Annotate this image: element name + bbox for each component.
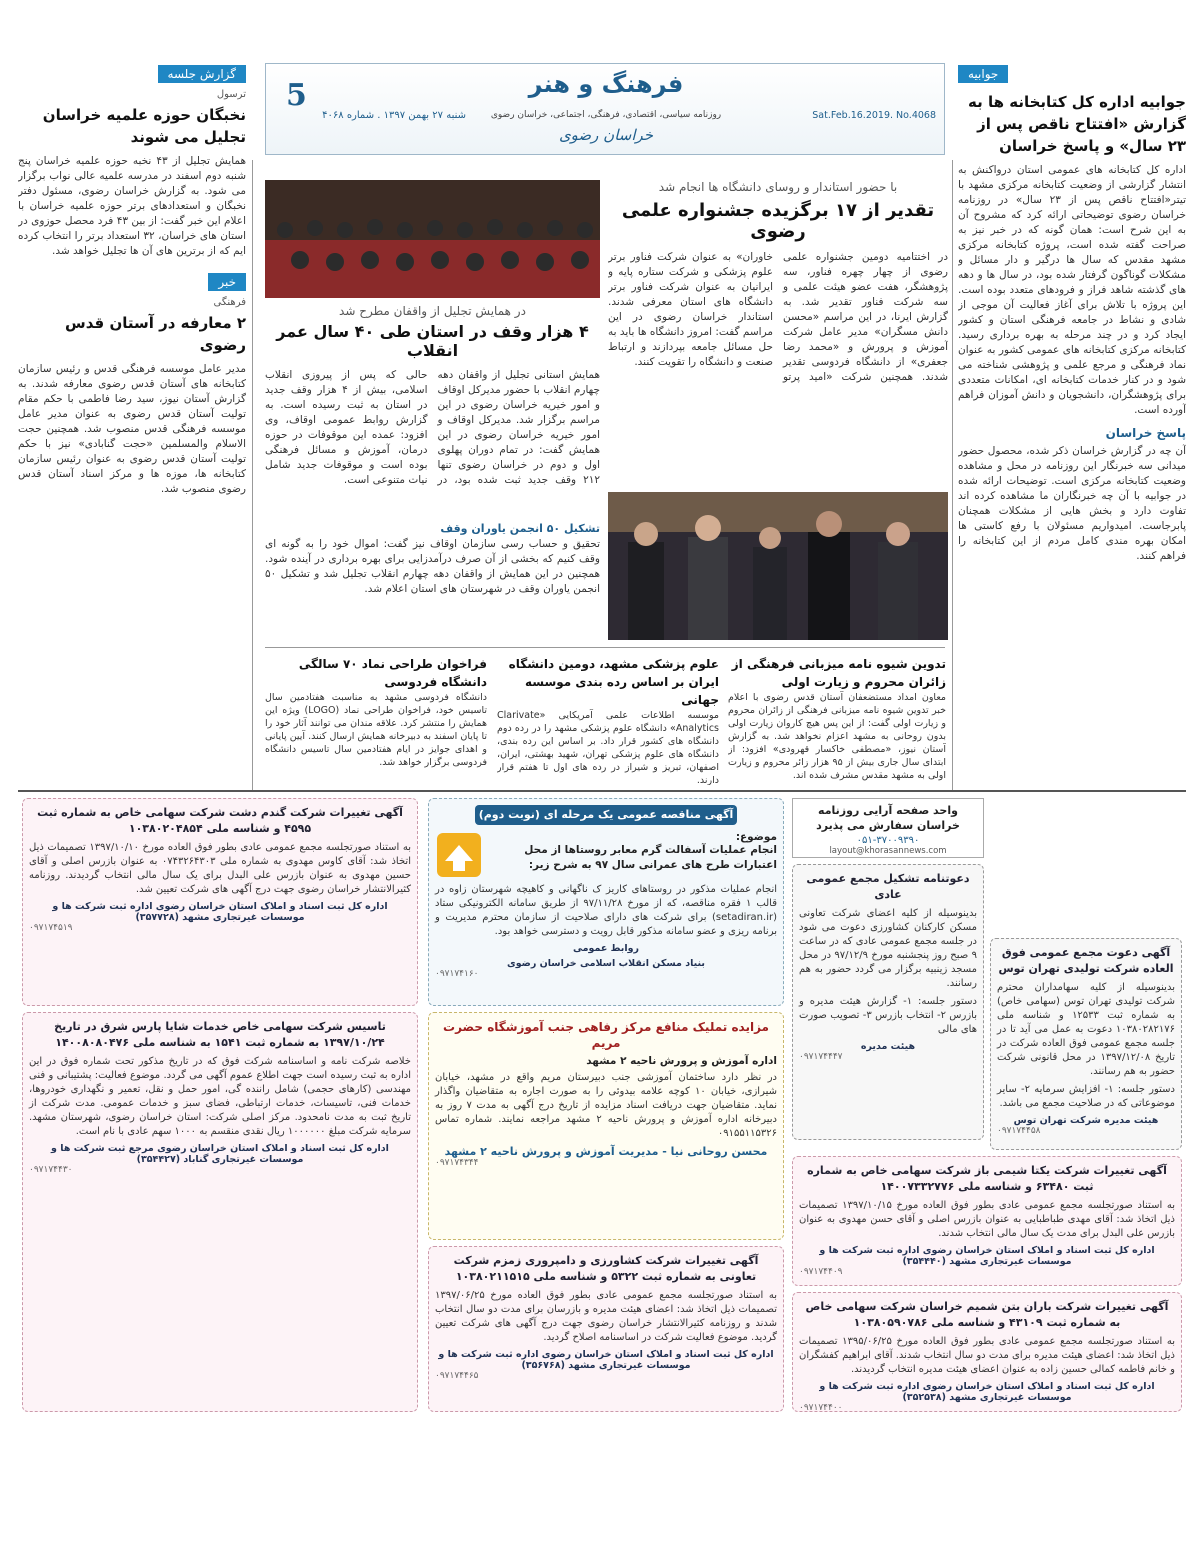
news-kicker: فرهنگی [213, 297, 246, 308]
ad-title: آگهی تغییرات شرکت یکتا شیمی باز شرکت سهامی خاص به شماره ثبت ۶۳۴۸۰ و شناسه ملی ۱۴۰۰۷۳۳۲۷۷۶ [807, 1164, 1167, 1193]
session-kicker: ترسول [216, 89, 246, 100]
meeting-agenda: دستور جلسه: ۱- گزارش هیئت مدیره و بازرس ۲- انتخاب بازرس ۳- تصویب صورت های مالی [799, 996, 977, 1035]
contact-title: واحد صفحه آرایی روزنامه خراسان سفارش می پذیرد [816, 804, 960, 832]
meeting-signer: هیئت مدیره شرکت تهران توس [1013, 1115, 1159, 1126]
festival-kicker: با حضور استاندار و روسای دانشگاه ها انجام شد [658, 180, 898, 194]
ad-title: تاسیس شرکت سهامی خاص خدمات شایا پارس شرق در تاریخ ۱۳۹۷/۱۰/۲۴ به شماره ثبت ۱۵۴۱ به شناسه ملی ۱۴۰۰۸۰۸۰۴۷۶ [54, 1020, 386, 1049]
festival-body: در اختتامیه دومین جشنواره علمی رضوی از چهار چهره فناور، سه پژوهشگر، هفت عضو هیئت علمی و سه شرکت فناور تقدیر شد. به گزارش ایرنا، در این مراسم «محسن دانش مسگران» مدیر عامل شرکت آموزش و پرورش و «محمد رضا جعفری» از دانشگاه فردوسی تقدیر شدند. همچنین شرکت «امید پرتو خاوران» به عنوان شرکت فناور برتر علوم پزشکی و شرکت ستاره پایه و ایرانیان به عنوان شرکت فناور برتر دانشگاه های استان معرفی شدند. استاندار خراسان رضوی در این مراسم گفت: امروز دانشگاه ها باید به حل مسائل جامعه بپردازند و ارتباط صنعت و دانشگاه را تقویت کنند. [608, 251, 948, 383]
festival-headline: تقدیر از ۱۷ برگزیده جشنواره علمی رضوی [621, 200, 935, 242]
waqf-body: همایش استانی تجلیل از واقفان دهه چهارم انقلاب با حضور مدیرکل اوقاف و امور خیریه خراسان رضوی در این مراسم برگزار شد. مدیرکل اوقاف و امور خیریه خراسان رضوی در این همایش گفت: در تمام دوران پهلوی اول و دوم در خراسان رضوی تنها ۲۱۲ وقف جدید ثبت شده بود، در حالی که پس از پیروزی انقلاب اسلامی، بیش از ۴ هزار وقف جدید در استان به ثبت رسیده است. به گزارش روابط عمومی اوقاف، وی افزود: عمده این موقوفات در حوزه درمان، آموزش و مسائل فرهنگی بوده است و موقوفات جدید شامل نیات متنوعی است. [265, 369, 600, 486]
ad-body: خلاصه شرکت نامه و اساسنامه شرکت فوق که در تاریخ مذکور تحت شماره فوق در این اداره به ثبت رسیده است جهت اطلاع عموم آگهی می گردد. موضوع فعالیت: پشتیبانی و فنی مهندسی (کارهای حجمی) شامل راننده گی، امور حمل و نقل، تعمیر و نگهداری خودروها، خدمات فنی، تاسیسات، خدمات ارتباطی، فضای سبز و خدمات عمومی. مدت شرکت از تاریخ ثبت به مدت نامحدود. مرکز اصلی شرکت: استان خراسان رضوی، شهرستان مشهد. سرمایه شرکت مبلغ ۱۰۰۰۰۰۰ ریال نقدی منقسم به ۱۰۰۰ سهم عادی با نام است. [29, 1056, 411, 1137]
ad-baran-beton [792, 1292, 1182, 1412]
ad-gandom-dasht [22, 798, 418, 1006]
ad-body: به استناد صورتجلسه مجمع عمومی عادی بطور فوق العاده مورخ ۱۳۹۷/۰۶/۲۵ تصمیمات ذیل اتخاذ شد: اعضای هیئت مدیره و بازرسان برای مدت دو سال انتخاب شدند و روزنامه کثیرالانتشار خراسان رضوی جهت درج آگهی های شرکت تعیین گردید. موضوع فعالیت شرکت در اساسنامه اصلاح گردید. [435, 1290, 777, 1343]
ad-zamzam [428, 1246, 784, 1412]
column-divider [252, 160, 253, 790]
ad-tehran-tous [990, 938, 1182, 1150]
astan-body: مدیر عامل موسسه فرهنگی قدس و رئیس سازمان کتابخانه های آستان قدس رضوی معارفه شدند. به گزارش آستان نیوز، سید رضا فاطمی با حکم مقام تولیت آستان قدس رضوی به عنوان مدیر عامل موسسه فرهنگی قدس منصوب شد. همچنین حجت الاسلام والمسلمین «حجت گنابادی» نیز با حکم تولیت آستان قدس رضوی به عنوان رئیس سازمان کتابخانه ها، موزه ها و مرکز اسناد آستان قدس رضوی منصوب شد. [18, 363, 246, 495]
section-title: فرهنگ و هنر [528, 70, 684, 98]
ad-shaya-pars [22, 1012, 418, 1412]
ad-body: بدینوسیله از کلیه اعضای شرکت تعاونی مسکن کارکنان کشاورزی دعوت می شود در جلسه مجمع عمومی عادی که در ساعت ۹ صبح روز پنجشنبه مورخ ۹۷/۱۲/۹ در محل مسجد زینبیه برگزار می گردد حضور به هم رسانند. [799, 908, 977, 989]
ad-code: ۰۹۷۱۷۴۴۵۸ [997, 1126, 1041, 1136]
news-item-body: معاون امداد مستضعفان آستان قدس رضوی با اعلام خبر تدوین شیوه نامه میزبانی فرهنگی از زائران محروم و زیارت اولی گفت: از این پس هیچ کاروان زیارت اولی بدون روحانی به مشهد اعزام نخواهد شد. به گزارش آستان نیوز، «مصطفی خاکسار قهرودی» افزود: از ابتدای سال جاری بیش از ۹۵ هزار زائر محروم و زیارت اولی به مشهد مقدس مشرف شده اند. [728, 692, 946, 781]
housing-foundation-logo-icon [435, 831, 483, 879]
news-item-university [497, 655, 719, 785]
ad-body: به استناد صورتجلسه مجمع عمومی عادی بطور فوق العاده مورخ ۱۳۹۷/۱۰/۱۵ تصمیمات ذیل اتخاذ شد: آقای مهدی طباطبایی به عنوان بازرس اصلی و آقای حسن مهدوی به عنوان بازرس علی البدل برای مدت یک سال مالی انتخاب شدند. [799, 1200, 1175, 1239]
right-column [958, 63, 1186, 773]
khorasan-reply-title: پاسخ خراسان [1105, 426, 1186, 440]
ad-body: به استناد صورتجلسه مجمع عمومی عادی بطور فوق العاده مورخ ۱۳۹۵/۰۶/۲۵ تصمیمات ذیل اتخاذ شد: اعضای هیئت مدیره برای مدت دو سال انتخاب شدند. آقای ابراهیم کفشگران و خانم فاطمه کمالی حسین زاده به عنوان اعضای هیئت مدیره انتخاب گردیدند. [799, 1336, 1175, 1375]
header-date-fa: شنبه ۲۷ بهمن ۱۳۹۷ . شماره ۴۰۶۸ [322, 110, 466, 121]
news-item-hosting [728, 655, 946, 785]
ad-auction [428, 1012, 784, 1240]
waqf-story [265, 180, 600, 640]
header-tagline: روزنامه سیاسی، اقتصادی، فرهنگی، اجتماعی، خراسان رضوی [490, 110, 722, 120]
waqf-kicker: در همایش تجلیل از واقفان مطرح شد [339, 304, 526, 318]
ad-code: ۰۹۷۱۷۴۴۴۷ [799, 1052, 843, 1062]
ad-footer: اداره کل ثبت اسناد و املاک استان خراسان رضوی مرجع ثبت شرکت ها و موسسات غیرتجاری گناباد (۳۵۴۴۲۷) [51, 1143, 389, 1165]
astan-headline: ۲ معارفه در آستان قدس رضوی [65, 314, 246, 354]
news-item-title: فراخوان طراحی نماد ۷۰ سالگی دانشگاه فردوسی [298, 657, 487, 689]
ad-title: آگهی تغییرات شرکت گندم دشت شرکت سهامی خاص به شماره ثبت ۴۵۹۵ و شناسه ملی ۱۰۳۸۰۲۰۴۸۵۴ [37, 806, 403, 835]
waqf-subhead: تشکیل ۵۰ انجمن یاوران وقف [440, 522, 600, 535]
waqf-headline: ۴ هزار وقف در استان طی ۴۰ سال عمر انقلاب [276, 322, 589, 360]
page-number: 5 [286, 78, 307, 113]
waqf-sub-body: تحقیق و حساب رسی سازمان اوقاف نیز گفت: اموال خود را به گونه ای وقف کنیم که بخشی از آن صرف درآمدزایی برای بهره برداری در آینده شود. همچنین در این همایش از واقفان دهه چهارم انقلاب تجلیل شد و تشکیل ۵۰ انجمن یاوران وقف در شهرستان های استان اعلام شد. [265, 538, 600, 595]
ad-body: در نظر دارد ساختمان آموزشی جنب دبیرستان مریم واقع در مشهد، خیابان شیرازی، خیابان ۱۰ کوچه علامه بیدوئی را به صورت اجاره به متقاضیان واگذار نماید. متقاضیان جهت دریافت اسناد مزایده از تاریخ درج آگهی به مدت ۷ روز به دبیرخانه اداره آموزش و پرورش ناحیه ۲ مشهد مراجعه نمایند. شماره تماس ۰۹۱۵۵۱۱۵۳۲۶ [435, 1072, 778, 1139]
ad-code: ۰۹۷۱۷۴۳۴۴ [435, 1158, 479, 1168]
tender-subject-label: موضوع: [735, 831, 777, 843]
auction-lead: اداره آموزش و پرورش ناحیه ۲ مشهد [586, 1055, 777, 1067]
meeting-agenda: دستور جلسه: ۱- افزایش سرمایه ۲- سایر موضوعاتی که در صلاحیت مجمع می باشد. [997, 1084, 1175, 1109]
festival-story [608, 180, 948, 640]
ad-title: دعوتنامه تشکیل مجمع عمومی عادی [806, 872, 970, 901]
ad-title: آگهی مناقصه عمومی یک مرحله ای (نوبت دوم) [475, 805, 737, 825]
ad-yekta-shimi [792, 1156, 1182, 1286]
ads-top-rule [18, 790, 1186, 792]
ad-code: ۰۹۷۱۷۴۱۶۰ [435, 969, 479, 979]
ad-code: ۰۹۷۱۷۴۵۱۹ [29, 923, 73, 933]
ad-body: بدینوسیله از کلیه سهامداران محترم شرکت تولیدی تهران توس (سهامی خاص) به شماره ثبت ۱۲۵۳۳ و شناسه ملی ۱۰۳۸۰۲۸۲۱۷۶ دعوت به عمل می آید تا در جلسه مجمع عمومی فوق العاده شرکت در تاریخ ۱۳۹۷/۱۲/۰۸ در محل قانونی شرکت حضور به هم رسانند. [997, 982, 1175, 1077]
reply-body: اداره کل کتابخانه های عمومی استان درواکنش به انتشار گزارشی از وضعیت کتابخانه مرکزی مشهد با تیتر«افتتاح ناقص پس از ۲۳ سال» در روزنامه خراسان رضوی توضیحاتی ارائه کرد که مشروح آن به این شرح است: همان گونه که در خبر نیز به صراحت گفته شده است، پروژه کتابخانه مرکزی مشهد مقدس که سال ها درگیر و دار مسائل و مشکلات گوناگون گرفتار شده بود، در سال ها و دهه های گذشته شاهد فراز و فرودهای متعدد بوده است. این پروژه با تلاش برای آغاز فعالیت آن موجی از شادی و نشاط در جامعه فرهنگی استان و کشور ایجاد کرد و در چند مرحله به بهره برداری رسید. کتابخانه مرکزی کتابخانه های عمومی کشور به عنوان نماد فرهنگی و مرجع علمی و پژوهشی شناخته می شود و در کنار خدمات کتابخانه ای، امکانات متعددی برای پژوهشگران، دانشجویان و دانش آموزان فراهم آورده است. [958, 164, 1186, 416]
ad-code: ۰۹۷۱۷۴۴۰۹ [799, 1267, 843, 1277]
ad-tender [428, 798, 784, 1006]
page-header [265, 63, 945, 155]
ad-code: ۰۹۷۱۷۴۴۶۵ [435, 1371, 479, 1381]
ad-title: آگهی تغییرات شرکت کشاورزی و دامپروری زمزم شرکت تعاونی به شماره ثبت ۵۳۲۲ و شناسه ملی ۱۰۳۸۰۲۱۱۵۱۵ [453, 1254, 759, 1283]
ad-body: به استناد صورتجلسه مجمع عمومی عادی بطور فوق العاده مورخ ۱۳۹۷/۱۰/۱۰ تصمیمات ذیل اتخاذ شد: آقای کاوس مهدوی به شماره ملی ۰۷۴۳۲۶۴۳۰۳ به عنوان بازرس اصلی و آقای حسین مهدوی به عنوان بازرس علی البدل برای یک سال مالی انتخاب گردیدند. روزنامه کثیرالانتشار خراسان رضوی جهت درج آگهی های شرکت تعیین شد. [29, 842, 411, 895]
news-item-logo-call [265, 655, 487, 785]
ad-title: مزایده تملیک منافع مرکز رفاهی جنب آموزشگاه حضرت مریم [443, 1020, 769, 1050]
ad-footer: اداره کل ثبت اسناد و املاک استان خراسان رضوی اداره ثبت شرکت ها و موسسات غیرتجاری مشهد (۳۵۶۷۶۸) [438, 1349, 774, 1371]
meeting-signer: هیئت مدیره [860, 1041, 916, 1052]
conference-photo [265, 180, 600, 298]
ad-body: انجام عملیات مذکور در روستاهای کاریز ک ناگهانی و کاهیچه شهرستان زاوه در قالب ۱ فقره مناقصه، که از مورخ ۹۷/۱۱/۲۸ از طریق سامانه الکترونیکی ستاد (setadiran.ir) برای شرکت های دارای صلاحیت از سازمان محترم مدیریت و برنامه ریزی و عضو سامانه مذکور قابل رویت و دسترسی خواهد بود. [435, 884, 778, 937]
session-tag: گزارش جلسه [158, 65, 246, 83]
left-column [18, 63, 246, 783]
ad-code: ۰۹۷۱۷۴۴۰۰ [799, 1403, 843, 1412]
ad-title: آگهی دعوت مجمع عمومی فوق العاده شرکت تولیدی تهران توس [998, 946, 1174, 975]
layout-contact-box [792, 798, 984, 858]
elites-headline: نخبگان حوزه علمیه خراسان تجلیل می شوند [42, 106, 246, 146]
tender-org: بنیاد مسکن انقلاب اسلامی خراسان رضوی [507, 958, 705, 969]
row-divider [265, 647, 945, 648]
ad-code: ۰۹۷۱۷۴۴۳۰ [29, 1165, 73, 1175]
award-photo [608, 492, 948, 640]
column-divider [952, 160, 953, 790]
news-tag: خبر [208, 273, 246, 291]
ad-footer: اداره کل ثبت اسناد و املاک استان خراسان رضوی اداره ثبت شرکت ها و موسسات غیرتجاری مشهد (۳۵۲۵۳۸) [819, 1381, 1155, 1403]
khorasan-reply-body: آن چه در گزارش خراسان ذکر شده، محصول حضور میدانی سه خبرنگار این روزنامه در محل و مشاهده وضعیت کتابخانه مرکزی است. توضیحات ارائه شده در جوابیه با آن چه خبرنگاران ما مشاهده کرده اند تفاوت دارد و بخش هایی از مشکلات همچنان پابرجاست. امیدواریم مسئولان با رفع کاستی ها امکان بهره مندی کامل مردم از این کتابخانه را فراهم کنند. [958, 445, 1186, 562]
ad-title: آگهی تغییرات شرکت باران بتن شمیم خراسان شرکت سهامی خاص به شماره ثبت ۴۳۱۰۹ و شناسه ملی ۱۰۳۸۰۵۹۰۷۸۶ [805, 1300, 1169, 1329]
ad-footer: اداره کل ثبت اسناد و املاک استان خراسان رضوی اداره ثبت شرکت ها و موسسات غیرتجاری مشهد (۳۵۷۷۲۸) [52, 901, 388, 923]
news-item-title: علوم پزشکی مشهد، دومین دانشگاه ایران بر اساس رده بندی موسسه جهانی [508, 657, 719, 707]
tender-subject: انجام عملیات آسفالت گرم معابر روستاها از محل اعتبارات طرح های عمرانی سال ۹۷ به شرح زیر: [524, 844, 777, 871]
contact-phone: ۰۵۱-۳۷۰۰۹۳۹۰ [856, 835, 920, 846]
elites-body: همایش تجلیل از ۴۳ نخبه حوزه علمیه خراسان پنج شنبه دوم اسفند در مدرسه علمیه عالی نواب برگزار می شود. به گزارش خراسان رضوی، مسئول دفتر نخبگان و استعدادهای برتر حوزه علمیه خراسان با اعلام این خبر گفت: از بین ۴۳ فرد محصل حوزوی در استان های خراسان، ۳۲ استعداد برتر را انتخاب کرده ایم که از برترین های آن ها تجلیل خواهد شد. [18, 155, 246, 257]
news-item-body: دانشگاه فردوسی مشهد به مناسبت هفتادمین سال تاسیس خود، فراخوان طراحی نماد (LOGO) ویژه این همایش را منتشر کرد. علاقه مندان می توانند آثار خود را تا پایان اسفند به دبیرخانه همایش ارسال کنند. آیین پایانی و اهدای جوایز در ایام هفتادمین سال تاسیس دانشگاه فردوسی برگزار خواهد شد. [265, 692, 487, 768]
news-item-body: موسسه اطلاعات علمی آمریکایی «Clarivate Analytics» دانشگاه علوم پزشکی مشهد را در رده دوم دانشگاه های کشور قرار داد. بر اساس این رده بندی، دانشگاه های علوم پزشکی تهران، شهید بهشتی، ایران، اصفهان، تبریز و شیراز در رده های اول تا هفتم قرار دارند. [497, 710, 719, 785]
header-date-en: Sat.Feb.16.2019. No.4068 [812, 110, 936, 121]
ad-footer: اداره کل ثبت اسناد و املاک استان خراسان رضوی اداره ثبت شرکت ها و موسسات غیرتجاری مشهد (۳۵۴۴۴۰) [819, 1245, 1155, 1267]
news-item-title: تدوین شیوه نامه میزبانی فرهنگی از زائران محروم و زیارت اولی [731, 657, 946, 689]
contact-email: layout@khorasannews.com [829, 846, 947, 856]
auction-signer: محسن روحانی نیا - مدیریت آموزش و پرورش ناحیه ۲ مشهد [444, 1145, 768, 1158]
reply-tag: جوابیه [958, 65, 1008, 83]
reply-headline: جوابیه اداره کل کتابخانه ها به گزارش «افتتاح ناقص پس از ۲۳ سال» و پاسخ خراسان [968, 93, 1186, 155]
masthead-logo: خراسان رضوی [558, 126, 654, 144]
ad-general-meeting [792, 864, 984, 1140]
tender-signer: روابط عمومی [573, 943, 639, 954]
